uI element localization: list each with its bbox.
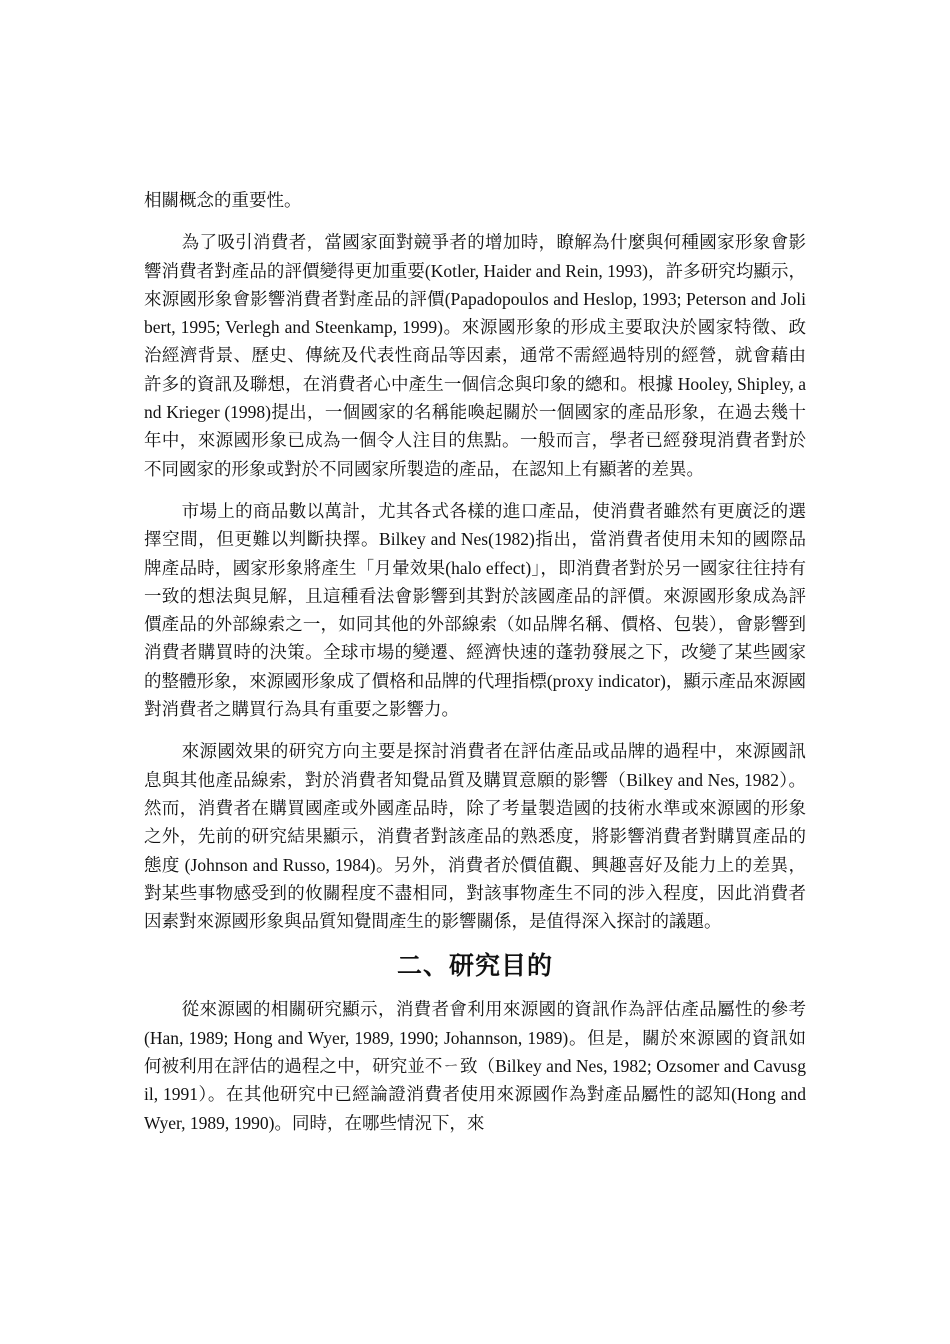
paragraph-continuation: 相關概念的重要性。 bbox=[144, 190, 302, 210]
paragraph-halo-effect: 市場上的商品數以萬計，尤其各式各樣的進口產品，使消費者雖然有更廣泛的選擇空間，但更難以判斷抉擇。Bilkey and Nes(1982)指出，當消費者使用未知的國際品牌產品時，國家形象將產生「月暈效果(halo effect)」，即消費者對於另一國家往往持有一致的想法與見解，且這種看法會影響到其對於該國產品的評價。來源國形象成為評價產品的外部線索之一，如同其他的外部線索（如品牌名稱、價格、包裝），會影響到消費者購買時的決策。全球市場的變遷、經濟快速的蓬勃發展之下，改變了某些國家的整體形象，來源國形象成了價格和品牌的代理指標(proxy indicator)，顯示產品來源國對消費者之購買行為具有重要之影響力。 bbox=[144, 500, 806, 720]
paragraph-research-purpose: 從來源國的相關研究顯示，消費者會利用來源國的資訊作為評估產品屬性的參考(Han, 1989; Hong and Wyer, 1989, 1990; Johannson, 1989)。但是，關於來源國的資訊如何被利用在評估的過程之中，研究並不ㄧ致（Bilkey and Nes, 1982; Ozsomer and Cavusgil, 1991）。在其他研究中已經論證消費者使用來源國作為對產品屬性的認知(Hong and Wyer, 1989, 1990)。同時，在哪些情況下，來 bbox=[144, 999, 806, 1133]
document-body bbox=[144, 186, 806, 1151]
section-heading: 二、研究目的 bbox=[396, 953, 553, 981]
paragraph-country-image-importance: 為了吸引消費者，當國家面對競爭者的增加時，瞭解為什麼與何種國家形象會影響消費者對產品的評價變得更加重要(Kotler, Haider and Rein, 1993)，許多研究均顯示，來源國形象會影響消費者對產品的評價(Papadopoulos and Heslop, 1993; Peterson and Jolibert, 1995; Verlegh and Steenkamp, 1999)。來源國形象的形成主要取決於國家特徵、政治經濟背景、歷史、傳統及代表性商品等因素，通常不需經過特別的經營，就會藉由許多的資訊及聯想，在消費者心中產生一個信念與印象的總和。根據 Hooley, Shipley, and Krieger (1998)提出，一個國家的名稱能喚起關於一個國家的產品形象，在過去幾十年中，來源國形象已成為一個令人注目的焦點。一般而言，學者已經發現消費者對於不同國家的形象或對於不同國家所製造的產品，在認知上有顯著的差異。 bbox=[144, 232, 806, 479]
paragraph-research-direction: 來源國效果的研究方向主要是探討消費者在評估產品或品牌的過程中，來源國訊息與其他產品線索，對於消費者知覺品質及購買意願的影響（Bilkey and Nes, 1982）。然而，消費者在購買國產或外國產品時，除了考量製造國的技術水準或來源國的形象之外，先前的研究結果顯示，消費者對該產品的熟悉度，將影響消費者對購買產品的態度 (Johnson and Russo, 1984)。另外，消費者於價值觀、興趣喜好及能力上的差異，對某些事物感受到的攸關程度不盡相同，對該事物產生不同的涉入程度，因此消費者因素對來源國形象與品質知覺間產生的影響關係，是值得深入探討的議題。 bbox=[144, 741, 806, 932]
